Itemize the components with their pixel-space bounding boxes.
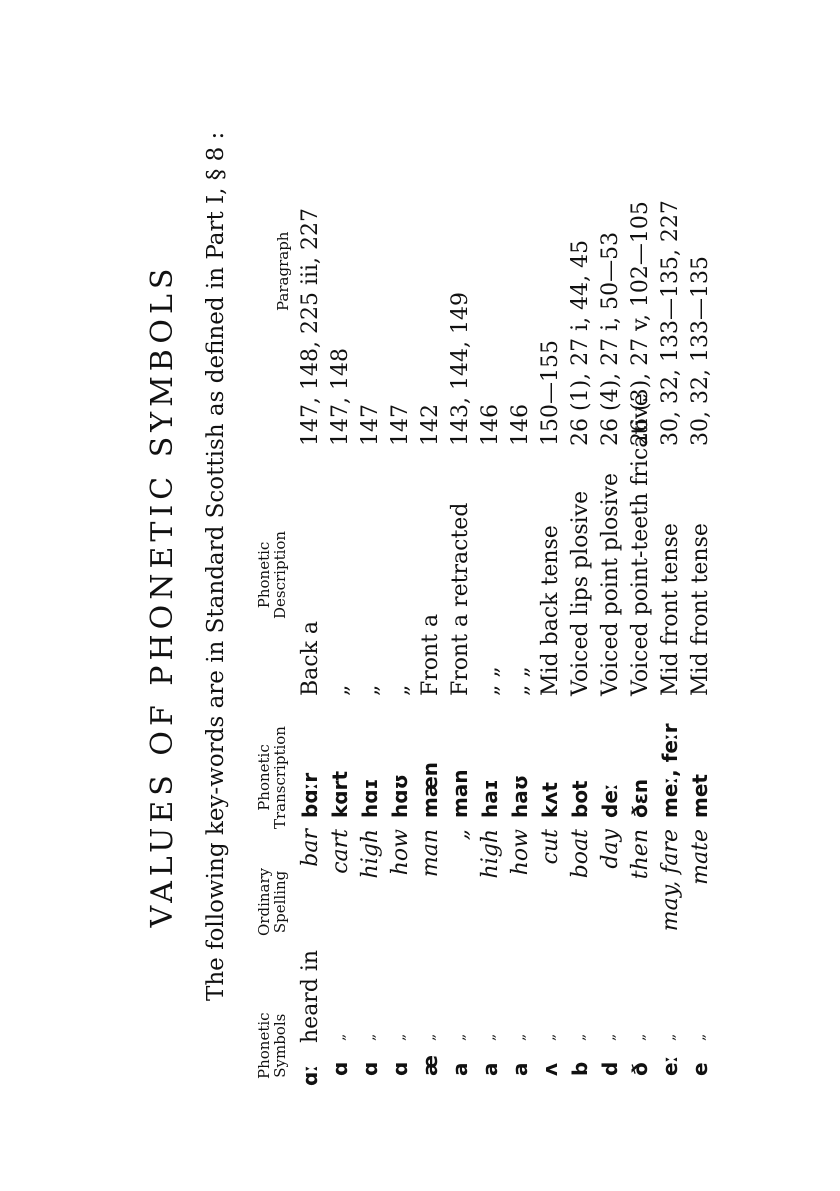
phonetic-description: Mid front tense bbox=[658, 523, 683, 696]
phonetic-symbol: ɑ bbox=[358, 1061, 382, 1076]
ordinary-spelling: how bbox=[508, 829, 533, 876]
paragraph-reference: 26 (1), 27 i, 44, 45 bbox=[568, 239, 593, 446]
ordinary-spelling: may, fare bbox=[658, 829, 683, 932]
table-row bbox=[415, 0, 446, 1191]
phonetic-transcription: meː, feːr bbox=[658, 723, 682, 818]
ordinary-spelling: then bbox=[628, 829, 653, 880]
phonetic-transcription: ðɛn bbox=[628, 778, 652, 818]
phonetic-symbol: ɑ bbox=[328, 1061, 352, 1076]
table-row bbox=[445, 0, 476, 1191]
ditto-mark: „ bbox=[422, 1033, 438, 1041]
header-description-line2: Description bbox=[271, 530, 289, 619]
header-transcription-line2: Transcription bbox=[271, 726, 289, 829]
table-row bbox=[385, 0, 416, 1191]
ditto-mark: „ bbox=[572, 1033, 588, 1041]
ordinary-spelling: high bbox=[358, 829, 383, 879]
phonetic-transcription: kʌt bbox=[538, 782, 562, 818]
ditto-mark: „ bbox=[662, 1033, 678, 1041]
page-title: VALUES OF PHONETIC SYMBOLS bbox=[145, 263, 180, 928]
paragraph-reference: 147 bbox=[388, 404, 413, 446]
ditto-mark: „ bbox=[452, 1033, 468, 1041]
phonetic-description: „ bbox=[358, 684, 383, 696]
ditto-mark: „ bbox=[482, 1033, 498, 1041]
header-symbols-line1: Phonetic bbox=[255, 1012, 273, 1079]
ordinary-spelling: day bbox=[598, 829, 623, 869]
phonetic-transcription: deː bbox=[598, 783, 622, 818]
phonetic-symbol: eː bbox=[658, 1055, 682, 1076]
paragraph-reference: 26 (3), 27 v, 102—105 bbox=[628, 201, 653, 446]
table-row bbox=[325, 0, 356, 1191]
phonetic-symbol: d bbox=[598, 1061, 622, 1076]
phonetic-symbol: a bbox=[448, 1062, 472, 1076]
phonetic-description: Front a bbox=[418, 613, 443, 696]
ditto-mark: „ bbox=[632, 1033, 648, 1041]
paragraph-reference: 147 bbox=[358, 404, 383, 446]
phonetic-description: Voiced lips plosive bbox=[568, 490, 593, 696]
table-row bbox=[595, 0, 626, 1191]
table-row bbox=[565, 0, 596, 1191]
paragraph-reference: 143, 144, 149 bbox=[448, 292, 473, 446]
phonetic-transcription: kɑrt bbox=[328, 770, 352, 818]
phonetic-description: Front a retracted bbox=[448, 502, 473, 696]
phonetic-symbol: a bbox=[508, 1062, 532, 1076]
ditto-mark: heard in bbox=[298, 949, 323, 1043]
phonetic-transcription: man bbox=[448, 769, 472, 818]
ordinary-spelling: boat bbox=[568, 829, 593, 879]
header-spelling-line2: Spelling bbox=[271, 870, 289, 934]
paragraph-reference: 26 (4), 27 i, 50—53 bbox=[598, 231, 623, 446]
phonetic-description: Voiced point plosive bbox=[598, 472, 623, 696]
ditto-mark: „ bbox=[692, 1033, 708, 1041]
phonetic-transcription: bot bbox=[568, 780, 592, 818]
ordinary-spelling: man bbox=[418, 829, 443, 878]
phonetic-description: Voiced point-teeth fricative bbox=[628, 393, 653, 696]
phonetic-symbol: æ bbox=[418, 1055, 442, 1076]
paragraph-reference: 142 bbox=[418, 404, 443, 446]
intro-text: The following key-words are in Standard Scottish as defined in Part I, § 8 : bbox=[203, 131, 229, 1001]
phonetic-symbol: ɑ bbox=[388, 1061, 412, 1076]
ditto-mark: „ bbox=[392, 1033, 408, 1041]
table-row bbox=[475, 0, 506, 1191]
header-paragraph bbox=[275, 232, 291, 311]
header-paragraph-line1: Paragraph bbox=[274, 231, 292, 311]
table-row bbox=[625, 0, 656, 1191]
table-row bbox=[685, 0, 716, 1191]
phonetic-description: Back a bbox=[298, 620, 323, 696]
header-symbols-line2: Symbols bbox=[271, 1013, 289, 1078]
header-description-line1: Phonetic bbox=[255, 541, 273, 609]
phonetic-symbol: ɑː bbox=[298, 1064, 322, 1086]
paragraph-reference: 30, 32, 133—135, 227 bbox=[658, 200, 683, 446]
ditto-mark: „ bbox=[602, 1033, 618, 1041]
paragraph-reference: 147, 148 bbox=[328, 348, 353, 446]
table-row bbox=[535, 0, 566, 1191]
header-spelling-line1: Ordinary bbox=[255, 867, 273, 936]
ordinary-spelling: bar bbox=[298, 829, 323, 867]
phonetic-symbol: ð bbox=[628, 1062, 652, 1076]
phonetic-description: „ „ bbox=[508, 666, 533, 696]
paragraph-reference: 147, 148, 225 iii, 227 bbox=[298, 207, 323, 446]
phonetic-transcription: haɪ bbox=[478, 779, 502, 818]
ditto-mark: „ bbox=[512, 1033, 528, 1041]
phonetic-description: Mid front tense bbox=[688, 523, 713, 696]
phonetic-description: „ „ bbox=[478, 666, 503, 696]
ditto-mark: „ bbox=[362, 1033, 378, 1041]
ordinary-spelling: mate bbox=[688, 829, 713, 885]
paragraph-reference: 150—155 bbox=[538, 340, 563, 446]
header-transcription-line1: Phonetic bbox=[255, 744, 273, 811]
phonetic-transcription: bɑːr bbox=[298, 772, 322, 818]
ditto-mark: „ bbox=[332, 1033, 348, 1041]
paragraph-reference: 146 bbox=[478, 404, 503, 446]
header-description bbox=[256, 531, 288, 619]
phonetic-transcription: met bbox=[688, 774, 712, 818]
phonetic-symbol: b bbox=[568, 1061, 592, 1076]
header-spelling bbox=[256, 868, 288, 936]
header-symbols bbox=[256, 1012, 288, 1079]
ordinary-spelling: cart bbox=[328, 829, 353, 874]
ordinary-spelling: cut bbox=[538, 829, 563, 865]
table-row bbox=[355, 0, 386, 1191]
table-row bbox=[655, 0, 686, 1191]
header-transcription bbox=[256, 726, 288, 829]
phonetic-description: „ bbox=[328, 684, 353, 696]
phonetic-transcription: haʊ bbox=[508, 774, 532, 818]
ditto-mark: „ bbox=[542, 1033, 558, 1041]
paragraph-reference: 146 bbox=[508, 404, 533, 446]
phonetic-description: Mid back tense bbox=[538, 525, 563, 696]
table-row bbox=[505, 0, 536, 1191]
phonetic-symbol: a bbox=[478, 1062, 502, 1076]
phonetic-description: „ bbox=[388, 684, 413, 696]
ordinary-spelling: „ bbox=[448, 829, 473, 841]
phonetic-transcription: hɑʊ bbox=[388, 773, 412, 818]
phonetic-symbol: e bbox=[688, 1062, 712, 1076]
table-row bbox=[295, 0, 326, 1191]
phonetic-transcription: hɑɪ bbox=[358, 778, 382, 818]
ordinary-spelling: how bbox=[388, 829, 413, 876]
paragraph-reference: 30, 32, 133—135 bbox=[688, 256, 713, 446]
ordinary-spelling: high bbox=[478, 829, 503, 879]
phonetic-transcription: mæn bbox=[418, 761, 442, 818]
phonetic-symbol: ʌ bbox=[538, 1062, 562, 1076]
